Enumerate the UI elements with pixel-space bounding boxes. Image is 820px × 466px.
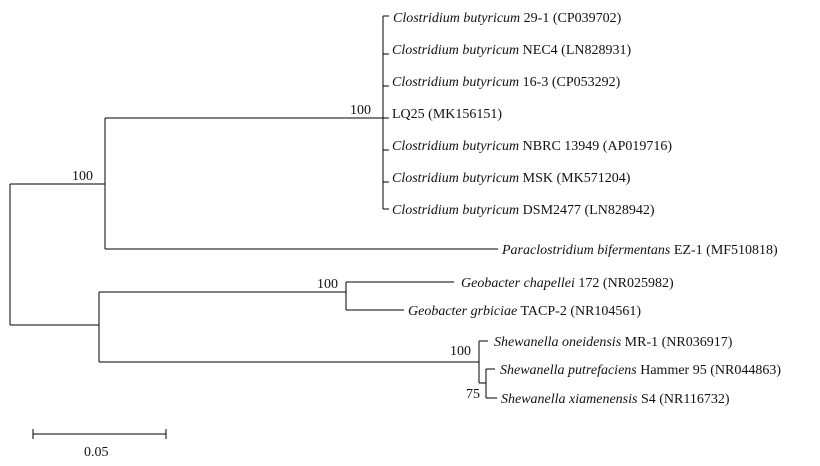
taxon-label-t6: Clostridium butyricum MSK (MK571204): [392, 171, 631, 186]
taxon-label-t11: Shewanella oneidensis MR-1 (NR036917): [494, 335, 733, 350]
scale-bar-label: 0.05: [84, 445, 109, 460]
bootstrap-firmicutes: 100: [72, 169, 93, 184]
taxon-label-t12: Shewanella putrefaciens Hammer 95 (NR044863): [500, 363, 781, 378]
taxon-label-t10: Geobacter grbiciae TACP-2 (NR104561): [408, 304, 642, 319]
taxon-label-t3: Clostridium butyricum 16-3 (CP053292): [392, 75, 621, 90]
bootstrap-shewanella-subclade: 75: [466, 387, 480, 402]
taxon-label-t4: LQ25 (MK156151): [392, 107, 503, 122]
taxon-label-t8: Paraclostridium bifermentans EZ-1 (MF510818): [502, 243, 778, 258]
taxon-label-t5: Clostridium butyricum NBRC 13949 (AP019716): [392, 139, 673, 154]
bootstrap-shewanella: 100: [450, 344, 471, 359]
taxon-label-t9: Geobacter chapellei 172 (NR025982): [461, 276, 674, 291]
taxon-label-t1: Clostridium butyricum 29-1 (CP039702): [393, 11, 622, 26]
bootstrap-geobacter: 100: [317, 277, 338, 292]
bootstrap-clostridium: 100: [350, 103, 371, 118]
taxon-label-t13: Shewanella xiamenensis S4 (NR116732): [501, 392, 730, 407]
taxon-label-t2: Clostridium butyricum NEC4 (LN828931): [392, 43, 632, 58]
taxon-label-t7: Clostridium butyricum DSM2477 (LN828942): [392, 203, 655, 218]
